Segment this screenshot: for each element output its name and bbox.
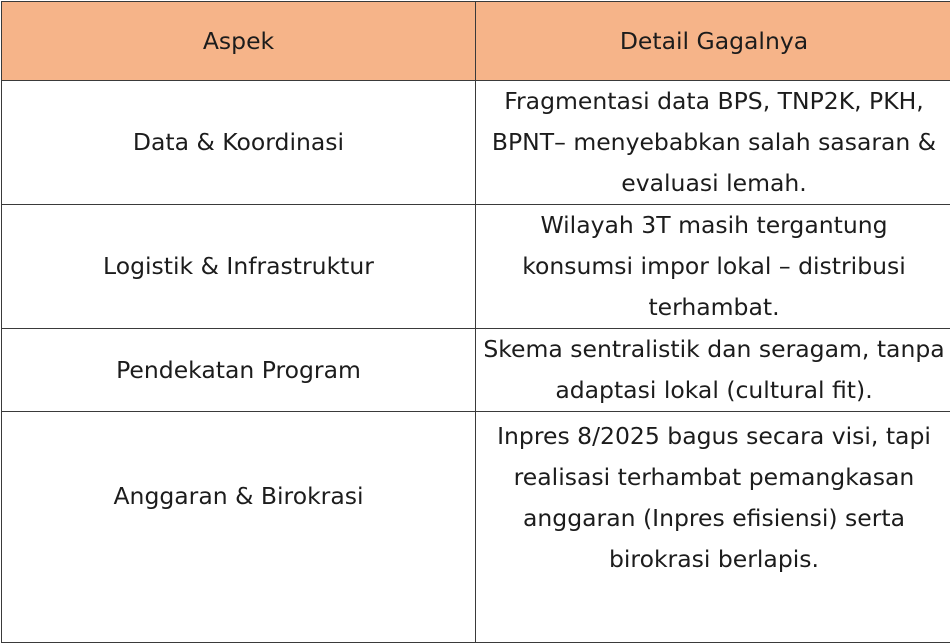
aspect-cell: Data & Koordinasi — [2, 81, 476, 205]
detail-cell: Skema sentralistik dan seragam, tanpa adaptasi lokal (cultural fit). — [476, 329, 950, 412]
detail-cell: Wilayah 3T masih tergantung konsumsi impor lokal – distribusi terhambat. — [476, 205, 950, 329]
aspect-cell: Logistik & Infrastruktur — [2, 205, 476, 329]
aspect-cell: Pendekatan Program — [2, 329, 476, 412]
table-row — [2, 329, 950, 412]
header-detail: Detail Gagalnya — [476, 2, 950, 81]
header-aspect: Aspek — [2, 2, 476, 81]
table-row — [2, 81, 950, 205]
table-row — [2, 412, 950, 643]
failure-aspects-table — [1, 1, 950, 643]
detail-cell: Fragmentasi data BPS, TNP2K, PKH, BPNT– menyebabkan salah sasaran & evaluasi lemah. — [476, 81, 950, 205]
table-header-row — [2, 2, 950, 81]
aspect-cell: Anggaran & Birokrasi — [2, 412, 476, 643]
table-row — [2, 205, 950, 329]
detail-cell: Inpres 8/2025 bagus secara visi, tapi realisasi terhambat pemangkasan anggaran (Inpres efisiensi) serta birokrasi berlapis. — [476, 412, 950, 643]
